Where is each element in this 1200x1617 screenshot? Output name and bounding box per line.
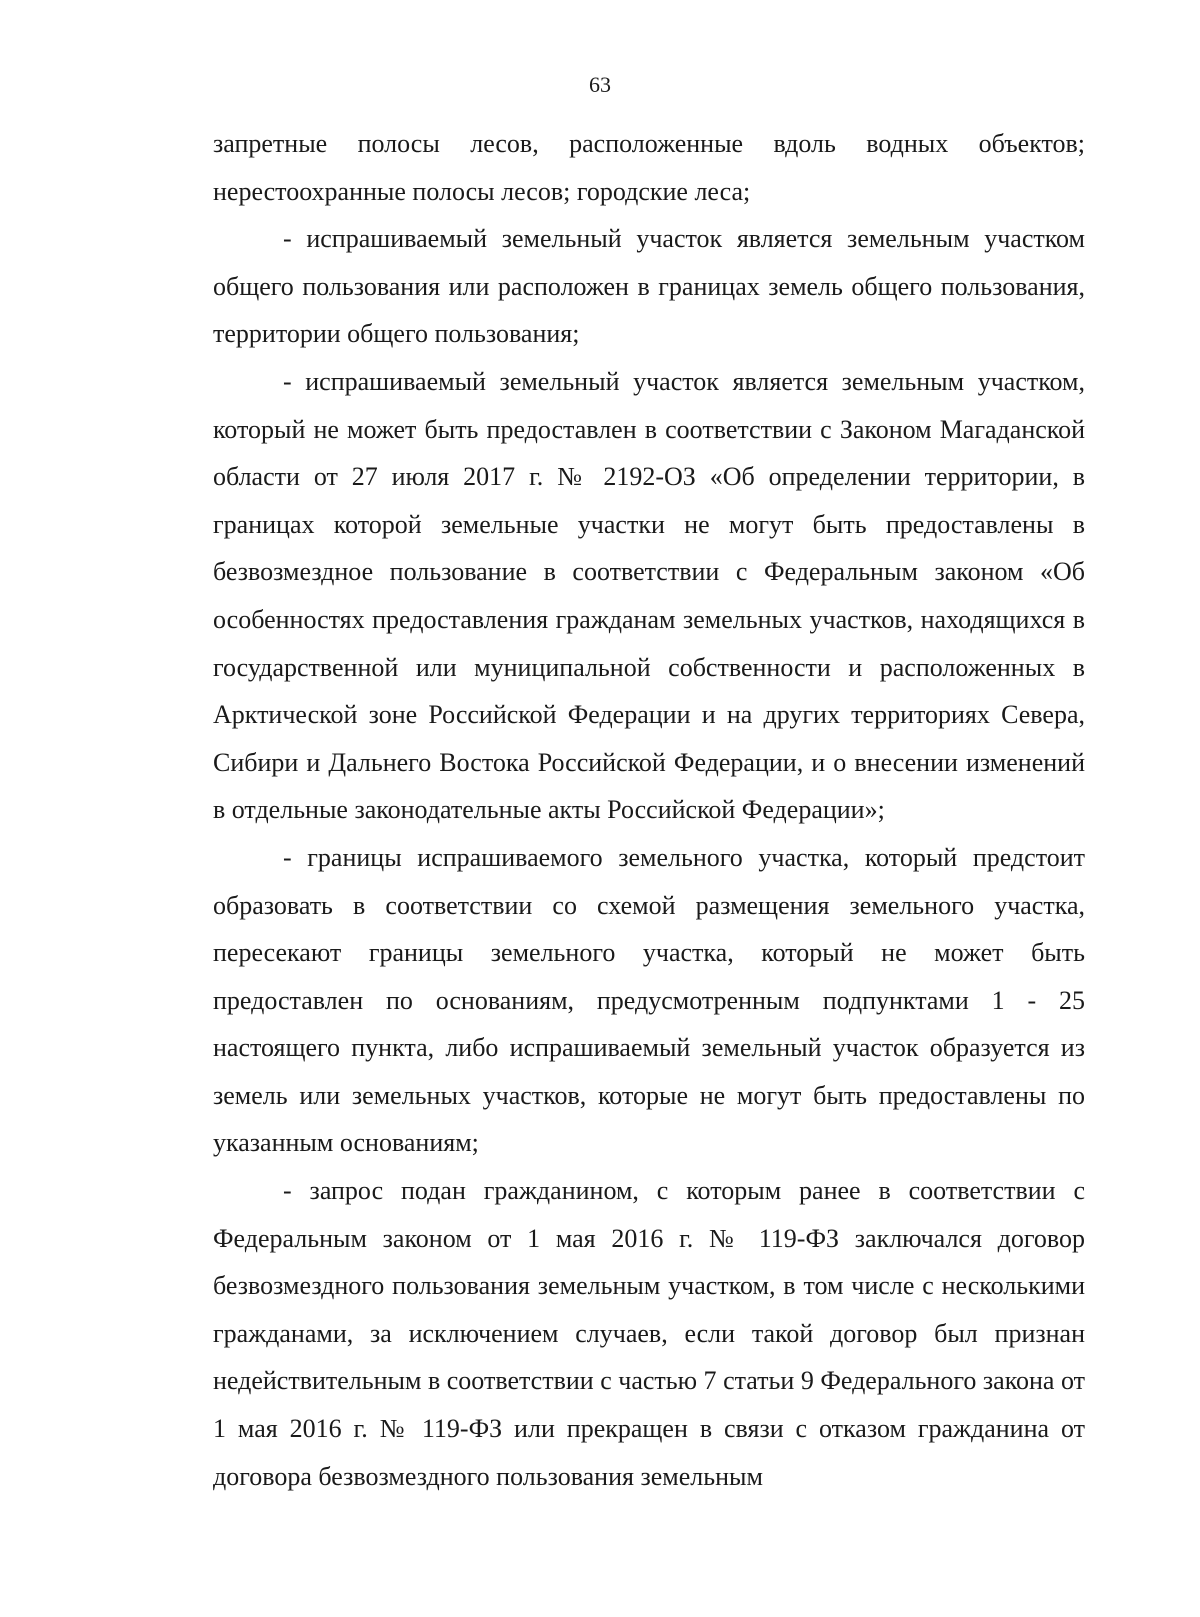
- paragraph-magadan-law: - испрашиваемый земельный участок является земельным участком, который не может быть предоставлен в соответствии с Законом Магаданской области от 27 июля 2017 г. № 2192-ОЗ «Об определении территории, в границах которой земельные участки не могут быть предоставлены в безвозмездное пользование в соответствии с Федеральным законом «Об особенностях предоставления гражданам земельных участков, находящихся в государственной или муниципальной собственности и расположенных в Арктической зоне Российской Федерации и на других территориях Севера, Сибири и Дальнего Востока Российской Федерации, и о внесении изменений в отдельные законодательные акты Российской Федерации»;: [213, 366, 1085, 825]
- document-body: [213, 120, 1085, 1500]
- paragraph-previous-agreement: - запрос подан гражданином, с которым ранее в соответствии с Федеральным законом от 1 мая 2016 г. № 119-ФЗ заключался договор безвозмездного пользования земельным участком, в том числе с несколькими гражданами, за исключением случаев, если такой договор был признан недействительным в соответствии с частью 7 статьи 9 Федерального закона от 1 мая 2016 г. № 119-ФЗ или прекращен в связи с отказом гражданина от договора безвозмездного пользования земельным: [213, 1176, 1085, 1491]
- paragraph-boundaries-intersect: - границы испрашиваемого земельного участка, который предстоит образовать в соответствии со схемой размещения земельного участка, пересекают границы земельного участка, который не может быть предоставлен по основаниям, предусмотренным подпунктами 1 - 25 настоящего пункта, либо испрашиваемый земельный участок образуется из земель или земельных участков, которые не могут быть предоставлены по указанным основаниям;: [213, 842, 1085, 1158]
- paragraph-common-use-land: - испрашиваемый земельный участок является земельным участком общего пользования или расположен в границах земель общего пользования, территории общего пользования;: [213, 224, 1085, 349]
- page-number: 63: [589, 72, 611, 97]
- paragraph-continuation: запретные полосы лесов, расположенные вдоль водных объектов; нерестоохранные полосы лесов; городские леса;: [213, 129, 1085, 206]
